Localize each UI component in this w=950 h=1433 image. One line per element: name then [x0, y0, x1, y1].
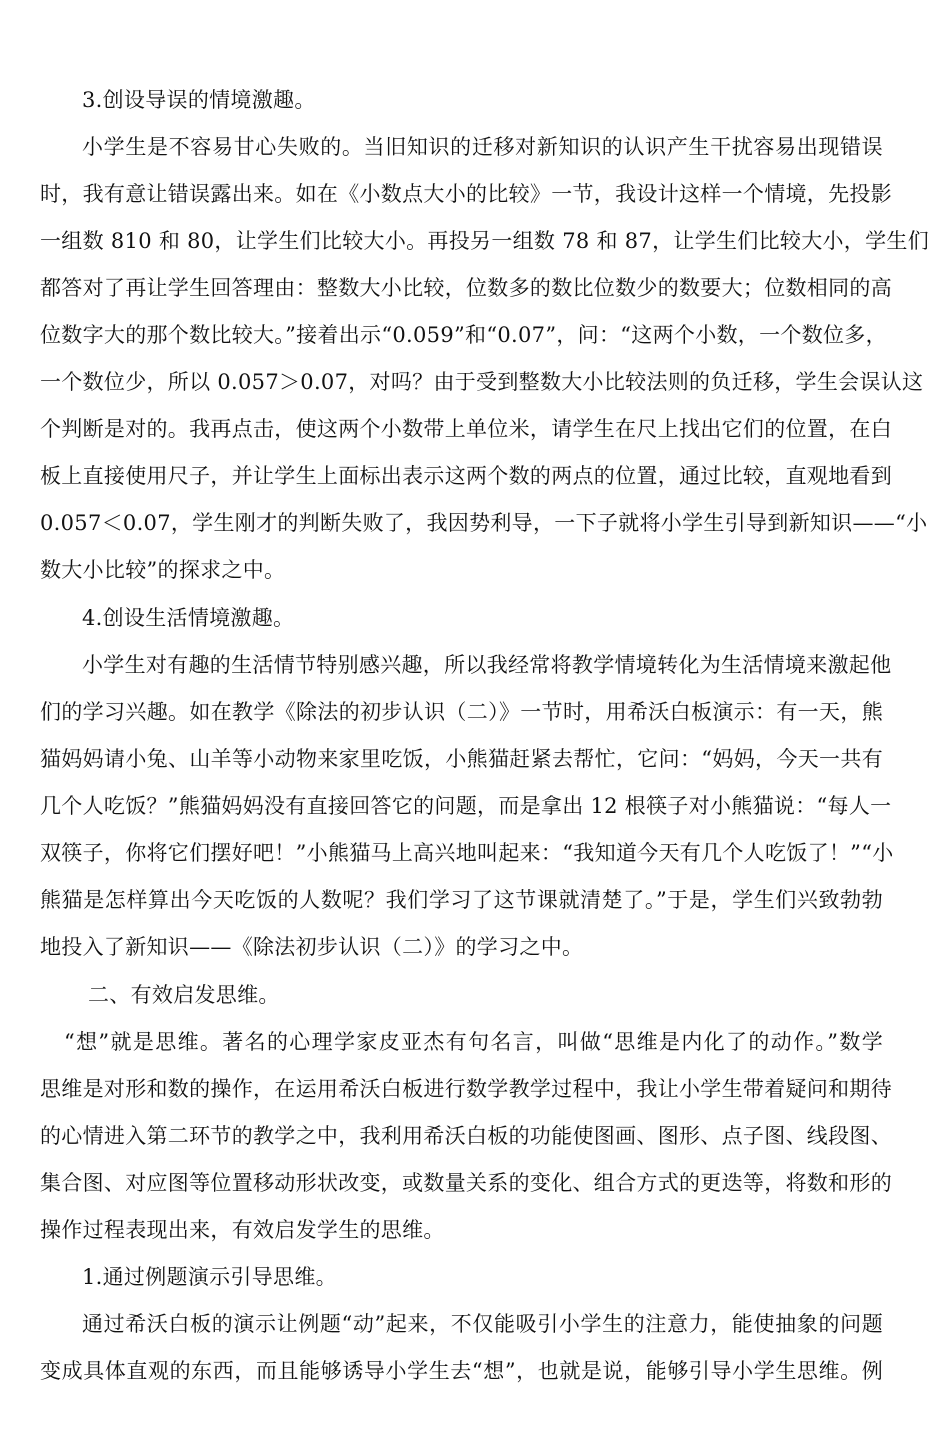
- paragraph-line: 个判断是对的。我再点击，使这两个小数带上单位米，请学生在尺上找出它们的位置，在白: [40, 417, 892, 441]
- section-heading-4: 4.创设生活情境激趣。: [82, 606, 295, 630]
- paragraph-line: 0.057＜0.07，学生刚才的判断失败了，我因势利导，一下子就将小学生引导到新知识——“小: [40, 511, 928, 535]
- paragraph-line: 熊猫是怎样算出今天吃饭的人数呢？我们学习了这节课就清楚了。”于是，学生们兴致勃勃: [40, 888, 883, 912]
- paragraph-line: 都答对了再让学生回答理由：整数大小比较，位数多的数比位数少的数要大；位数相同的高: [40, 276, 892, 300]
- paragraph-line: 位数字大的那个数比较大。”接着出示“0.059”和“0.07”，问：“这两个小数，一个数位多，: [40, 323, 887, 347]
- section-heading-1: 1.通过例题演示引导思维。: [82, 1265, 337, 1289]
- paragraph-line: 猫妈妈请小兔、山羊等小动物来家里吃饭，小熊猫赶紧去帮忙，它问：“妈妈，今天一共有: [40, 747, 883, 771]
- paragraph-line: 通过希沃白板的演示让例题“动”起来，不仅能吸引小学生的注意力，能使抽象的问题: [82, 1312, 883, 1336]
- paragraph-line: 操作过程表现出来，有效启发学生的思维。: [40, 1218, 445, 1242]
- section-heading-3: 3.创设导误的情境激趣。: [82, 88, 316, 112]
- paragraph-line: 数大小比较”的探求之中。: [40, 558, 286, 582]
- paragraph-line: 几个人吃饭？”熊猫妈妈没有直接回答它的问题，而是拿出 12 根筷子对小熊猫说：“每人一: [40, 794, 892, 818]
- paragraph-line: “想”就是思维。著名的心理学家皮亚杰有句名言，叫做“思维是内化了的动作。”数学: [64, 1030, 883, 1054]
- paragraph-line: 的心情进入第二环节的教学之中，我利用希沃白板的功能使图画、图形、点子图、线段图、: [40, 1124, 892, 1148]
- paragraph-line: 集合图、对应图等位置移动形状改变，或数量关系的变化、组合方式的更迭等，将数和形的: [40, 1171, 892, 1195]
- paragraph-line: 们的学习兴趣。如在教学《除法的初步认识（二）》一节时，用希沃白板演示：有一天，熊: [40, 700, 883, 724]
- paragraph-line: 板上直接使用尺子，并让学生上面标出表示这两个数的两点的位置，通过比较，直观地看到: [40, 464, 892, 488]
- paragraph-line: 一个数位少，所以 0.057＞0.07，对吗？由于受到整数大小比较法则的负迁移，学生会误认这: [40, 370, 924, 394]
- paragraph-line: 时，我有意让错误露出来。如在《小数点大小的比较》一节，我设计这样一个情境，先投影: [40, 182, 892, 206]
- section-heading-2: 二、有效启发思维。: [88, 983, 280, 1007]
- paragraph-line: 小学生对有趣的生活情节特别感兴趣，所以我经常将教学情境转化为生活情境来激起他: [82, 653, 892, 677]
- paragraph-line: 一组数 810 和 80，让学生们比较大小。再投另一组数 78 和 87，让学生们比较大小，学生们: [40, 229, 929, 253]
- paragraph-line: 小学生是不容易甘心失败的。当旧知识的迁移对新知识的认识产生干扰容易出现错误: [82, 135, 883, 159]
- paragraph-line: 变成具体直观的东西，而且能够诱导小学生去“想”，也就是说，能够引导小学生思维。例: [40, 1359, 883, 1383]
- paragraph-line: 地投入了新知识——《除法初步认识（二）》的学习之中。: [40, 935, 584, 959]
- paragraph-line: 思维是对形和数的操作，在运用希沃白板进行数学教学过程中，我让小学生带着疑问和期待: [40, 1077, 892, 1101]
- paragraph-line: 双筷子，你将它们摆好吧！”小熊猫马上高兴地叫起来：“我知道今天有几个人吃饭了！”“小: [40, 841, 894, 865]
